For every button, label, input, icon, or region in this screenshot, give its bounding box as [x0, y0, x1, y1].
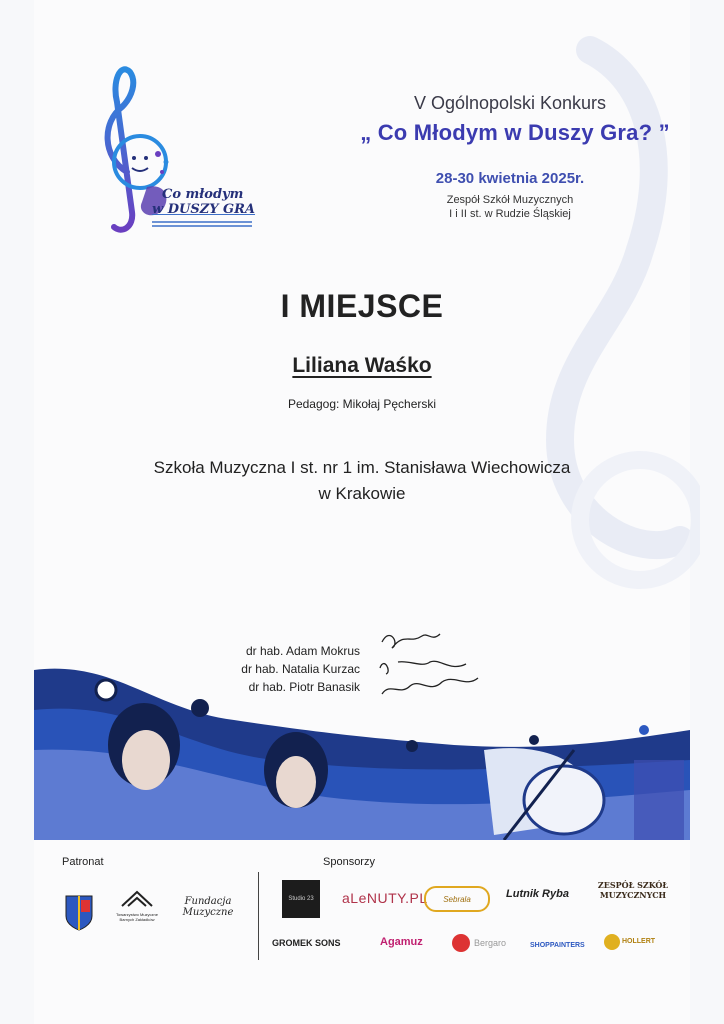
school-line-1: Szkoła Muzyczna I st. nr 1 im. Stanisława Wiechowicza [153, 458, 571, 477]
bergaro-icon [452, 934, 470, 952]
contest-dates: 28-30 kwietnia 2025r. [435, 170, 585, 187]
participant-name-wrap [34, 354, 690, 378]
zespol-szkol-logo: ZESPÓŁ SZKÓŁ MUZYCZNYCH [597, 880, 669, 900]
alenuty-logo: aLeNUTY.PL [342, 890, 428, 906]
jury-member-1: dr hab. Adam Mokrus [245, 644, 360, 658]
towarzystwo-logo-icon [120, 888, 154, 910]
footer-divider [258, 872, 259, 960]
patronat-label: Patronat [62, 856, 104, 868]
participant-name: Liliana Waśko [292, 354, 432, 377]
award-place: I MIEJSCE [280, 288, 444, 324]
school-line-2: w Krakowie [318, 484, 406, 503]
shoppainters-logo: SHOPPAINTERS [530, 942, 585, 949]
logo-line-2: w DUSZY GRA [152, 202, 256, 217]
jury-member-2: dr hab. Natalia Kurzac [241, 662, 360, 676]
hollert-icon [604, 934, 620, 950]
contest-title: „ Co Młodym w Duszy Gra? ” [360, 120, 670, 145]
contest-organizer [330, 193, 690, 221]
background-clef-watermark [440, 20, 700, 660]
logo-text [152, 187, 272, 217]
sebrala-logo: Sebrala [424, 886, 490, 912]
jury-list [210, 642, 360, 696]
lutnik-ryba-logo: Lutnik Ryba [506, 888, 569, 900]
jury-member-3: dr hab. Piotr Banasik [248, 680, 360, 694]
organizer-line-1: Zespół Szkół Muzycznych [446, 194, 574, 206]
contest-edition: V Ogólnopolski Konkurs [413, 93, 607, 113]
towarzystwo-logo-text: Towarzystwo Muzyczne Barnych Zakładków [115, 912, 158, 922]
studio23-logo: Studio 23 [282, 880, 320, 918]
jury-signatures [370, 622, 500, 706]
teacher-name: Pedagog: Mikołaj Pęcherski [287, 397, 437, 411]
sponsors-label: Sponsorzy [323, 856, 375, 868]
agamuz-logo: Agamuz [380, 936, 423, 948]
musicians-illustration [34, 650, 690, 840]
organizer-line-2: I i II st. w Rudzie Śląskiej [449, 208, 571, 220]
gromek-sons-logo: GROMEK SONS [272, 938, 341, 948]
logo-line-1: Co młodym [162, 187, 244, 202]
bergaro-logo: Bergaro [474, 938, 507, 948]
hollert-logo: HOLLERT [622, 938, 656, 945]
school-name [34, 455, 690, 507]
fundacja-logo: Fundacja Muzyczne [182, 896, 234, 918]
coat-of-arms-icon [64, 894, 94, 932]
